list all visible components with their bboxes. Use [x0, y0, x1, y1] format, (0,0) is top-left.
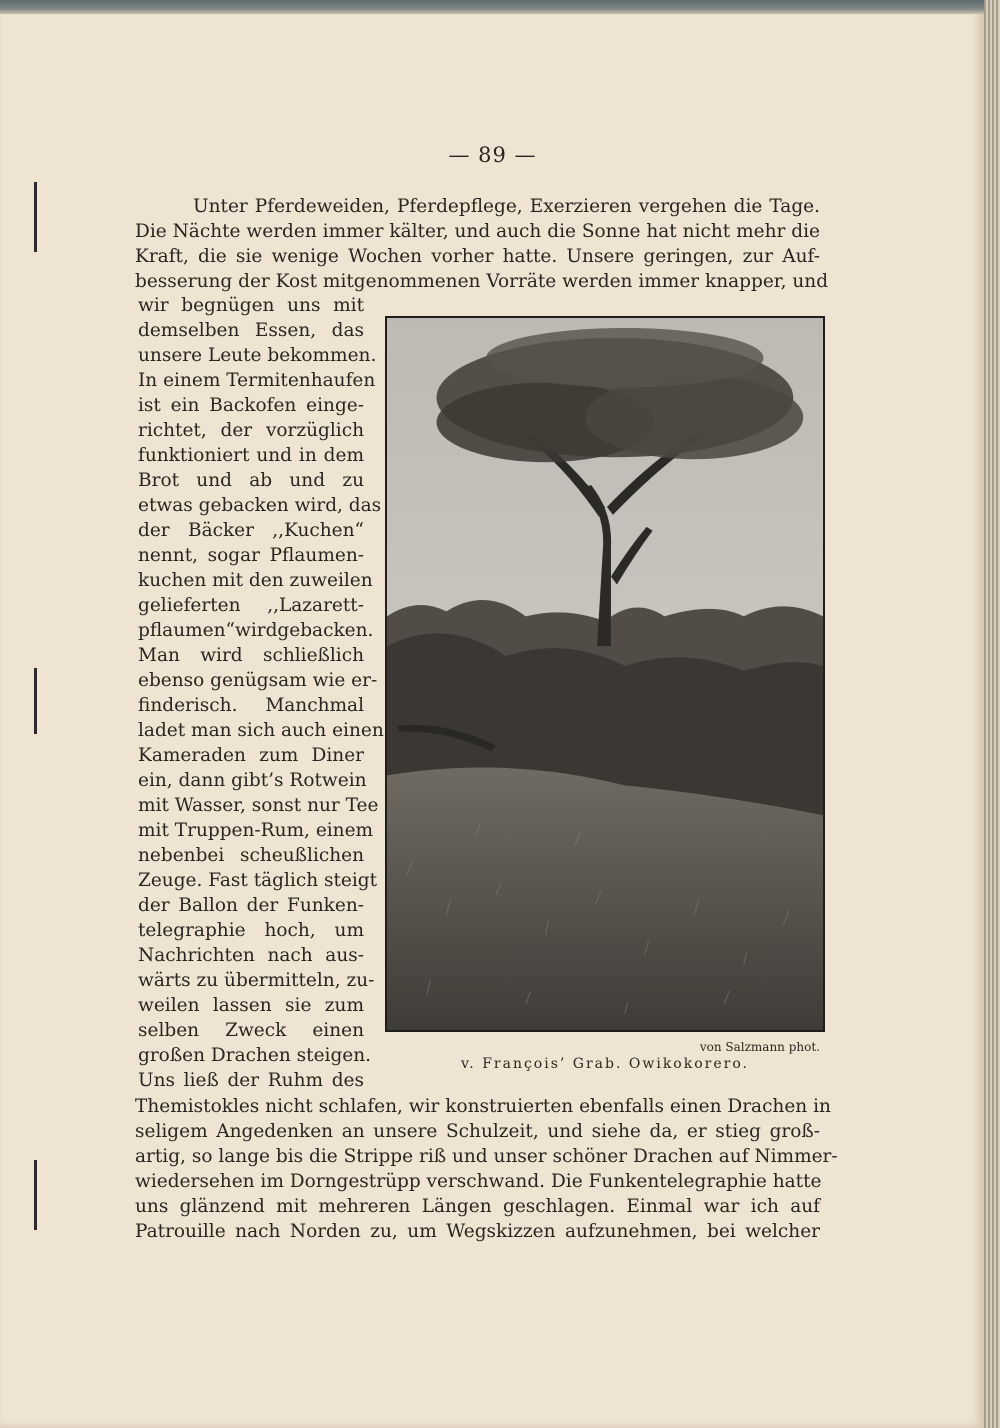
text-line: finderisch. Manchmal: [138, 695, 364, 716]
text-line: Nachrichten nach aus-: [138, 945, 364, 966]
photo-caption: v. François’ Grab. Owikokorero.: [461, 1056, 749, 1072]
text-line: In einem Termitenhaufen: [138, 370, 376, 391]
text-line: wir begnügen uns mit: [138, 295, 364, 316]
text-line: artig, so lange bis die Strippe riß und unser schöner Drachen auf Nimmer-: [135, 1146, 838, 1167]
text-line: pflaumen“wirdgebacken.: [138, 620, 374, 641]
page-top-edge: [0, 0, 1000, 14]
text-line: mit Truppen-Rum, einem: [138, 820, 374, 841]
text-line: großen Drachen steigen.: [138, 1045, 372, 1066]
text-line: wärts zu übermitteln, zu-: [138, 970, 375, 991]
text-line: Zeuge. Fast täglich steigt: [138, 870, 378, 891]
text-line: ebenso genügsam wie er-: [138, 670, 378, 691]
text-line: Uns ließ der Ruhm des: [138, 1070, 364, 1091]
text-line: selben Zweck einen: [138, 1020, 364, 1041]
text-line: Kraft, die sie wenige Wochen vorher hatte. Unsere geringen, zur Auf-: [135, 246, 820, 267]
text-line: ein, dann gibt’s Rotwein: [138, 770, 367, 791]
photograph: [385, 316, 825, 1032]
text-line: demselben Essen, das: [138, 320, 364, 341]
text-line: Unter Pferdeweiden, Pferdepflege, Exerzieren vergehen die Tage.: [193, 196, 820, 217]
margin-mark: [34, 182, 37, 252]
text-line: Kameraden zum Diner: [138, 745, 364, 766]
text-line: der Ballon der Funken-: [138, 895, 364, 916]
text-line: telegraphie hoch, um: [138, 920, 364, 941]
text-line: funktioniert und in dem: [138, 445, 364, 466]
text-line: Die Nächte werden immer kälter, und auch die Sonne hat nicht mehr die: [135, 221, 820, 242]
acacia-tree-photo: [387, 318, 823, 1030]
text-line: Man wird schließlich: [138, 645, 364, 666]
text-line: Brot und ab und zu: [138, 470, 364, 491]
text-line: uns glänzend mit mehreren Längen geschlagen. Einmal war ich auf: [135, 1196, 820, 1217]
text-line: nennt, sogar Pflaumen-: [138, 545, 364, 566]
page-number: — 89 —: [448, 143, 537, 167]
text-line: besserung der Kost mitgenommenen Vorräte werden immer knapper, und: [135, 271, 829, 292]
book-binding-edge: [984, 0, 1000, 1428]
margin-mark: [34, 1160, 37, 1230]
text-line: unsere Leute bekommen.: [138, 345, 377, 366]
text-line: nebenbei scheußlichen: [138, 845, 364, 866]
photo-credit: von Salzmann phot.: [699, 1040, 820, 1054]
text-line: weilen lassen sie zum: [138, 995, 364, 1016]
text-line: kuchen mit den zuweilen: [138, 570, 373, 591]
text-line: mit Wasser, sonst nur Tee: [138, 795, 379, 816]
text-line: richtet, der vorzüglich: [138, 420, 364, 441]
text-line: ist ein Backofen einge-: [138, 395, 364, 416]
text-line: wiedersehen im Dorngestrüpp verschwand. Die Funkentelegraphie hatte: [135, 1171, 822, 1192]
text-line: der Bäcker ,,Kuchen“: [138, 520, 364, 541]
text-line: Themistokles nicht schlafen, wir konstruierten ebenfalls einen Drachen in: [135, 1096, 831, 1117]
text-line: Patrouille nach Norden zu, um Wegskizzen aufzunehmen, bei welcher: [135, 1221, 820, 1242]
text-line: etwas gebacken wird, das: [138, 495, 382, 516]
text-line: ladet man sich auch einen: [138, 720, 384, 741]
text-line: seligem Angedenken an unsere Schulzeit, und siehe da, er stieg groß-: [135, 1121, 820, 1142]
text-line: gelieferten ,,Lazarett-: [138, 595, 364, 616]
margin-mark: [34, 668, 37, 734]
